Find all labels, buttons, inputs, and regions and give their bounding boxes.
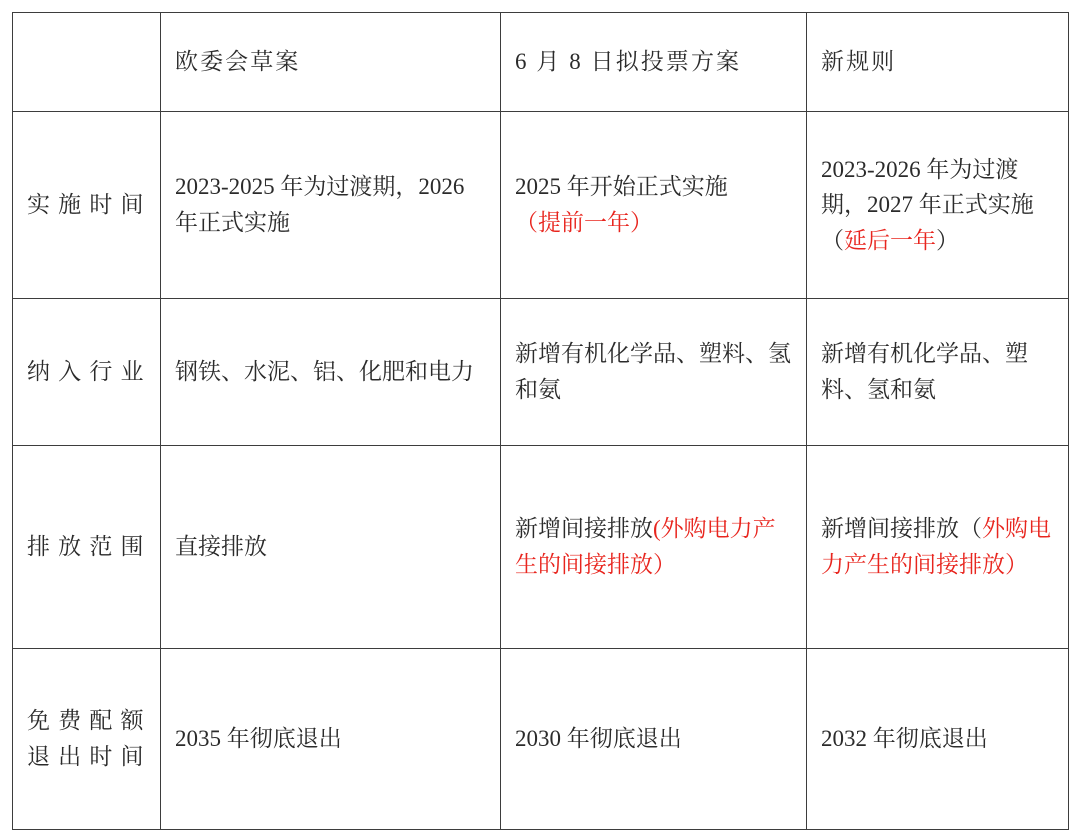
row-label-text: 实施时间 xyxy=(27,192,144,218)
cell-text-highlight: （提前一年） xyxy=(515,210,653,235)
cell-text-highlight: 延后一年 xyxy=(844,227,936,253)
row-label-included-industries xyxy=(13,299,161,446)
cell-vote-included-industries: 新增有机化学品、塑料、氢和氨 xyxy=(501,299,807,446)
row-label-text: 免费配额退出时间 xyxy=(27,708,144,769)
cell-draft-emission-scope: 直接排放 xyxy=(161,446,501,649)
row-label-text: 排放范围 xyxy=(27,534,144,560)
table-row xyxy=(13,299,1069,446)
header-cell-vote: 6 月 8 日拟投票方案 xyxy=(501,13,807,112)
cell-vote-free-allowance-exit-time: 2030 年彻底退出 xyxy=(501,649,807,830)
cell-text-highlight: 外购电力产生的间接排放） xyxy=(821,516,1051,577)
cell-vote-emission-scope xyxy=(501,446,807,649)
cell-newrule-free-allowance-exit-time: 2032 年彻底退出 xyxy=(807,649,1069,830)
header-cell-newrule: 新规则 xyxy=(807,13,1069,112)
cell-newrule-included-industries: 新增有机化学品、塑料、氢和氨 xyxy=(807,299,1069,446)
comparison-table xyxy=(12,12,1069,830)
cell-draft-implementation-time: 2023-2025 年为过渡期，2026 年正式实施 xyxy=(161,112,501,299)
row-label-free-allowance-exit-time xyxy=(13,649,161,830)
cell-text-highlight: (外购电力产生的间接排放） xyxy=(515,516,776,577)
table-row xyxy=(13,446,1069,649)
cell-text-plain: 2025 年开始正式实施 xyxy=(515,174,728,200)
table-header-row xyxy=(13,13,1069,112)
cell-text-plain: 新增间接排放 xyxy=(515,516,653,542)
cell-draft-included-industries: 钢铁、水泥、铝、化肥和电力 xyxy=(161,299,501,446)
cell-text-plain: 新增间接排放（ xyxy=(821,516,982,542)
cell-text-plain: 2023-2026 年为过渡期，2027 年正式实施（ xyxy=(821,156,1034,253)
cell-newrule-emission-scope xyxy=(807,446,1069,649)
table-row xyxy=(13,112,1069,299)
row-label-text: 纳入行业 xyxy=(27,359,144,385)
cell-newrule-implementation-time xyxy=(807,112,1069,299)
header-cell-draft: 欧委会草案 xyxy=(161,13,501,112)
table-row xyxy=(13,649,1069,830)
cell-draft-free-allowance-exit-time: 2035 年彻底退出 xyxy=(161,649,501,830)
row-label-emission-scope xyxy=(13,446,161,649)
row-label-implementation-time xyxy=(13,112,161,299)
cell-text-plain-2: ） xyxy=(936,227,959,253)
header-cell-empty xyxy=(13,13,161,112)
cell-vote-implementation-time xyxy=(501,112,807,299)
